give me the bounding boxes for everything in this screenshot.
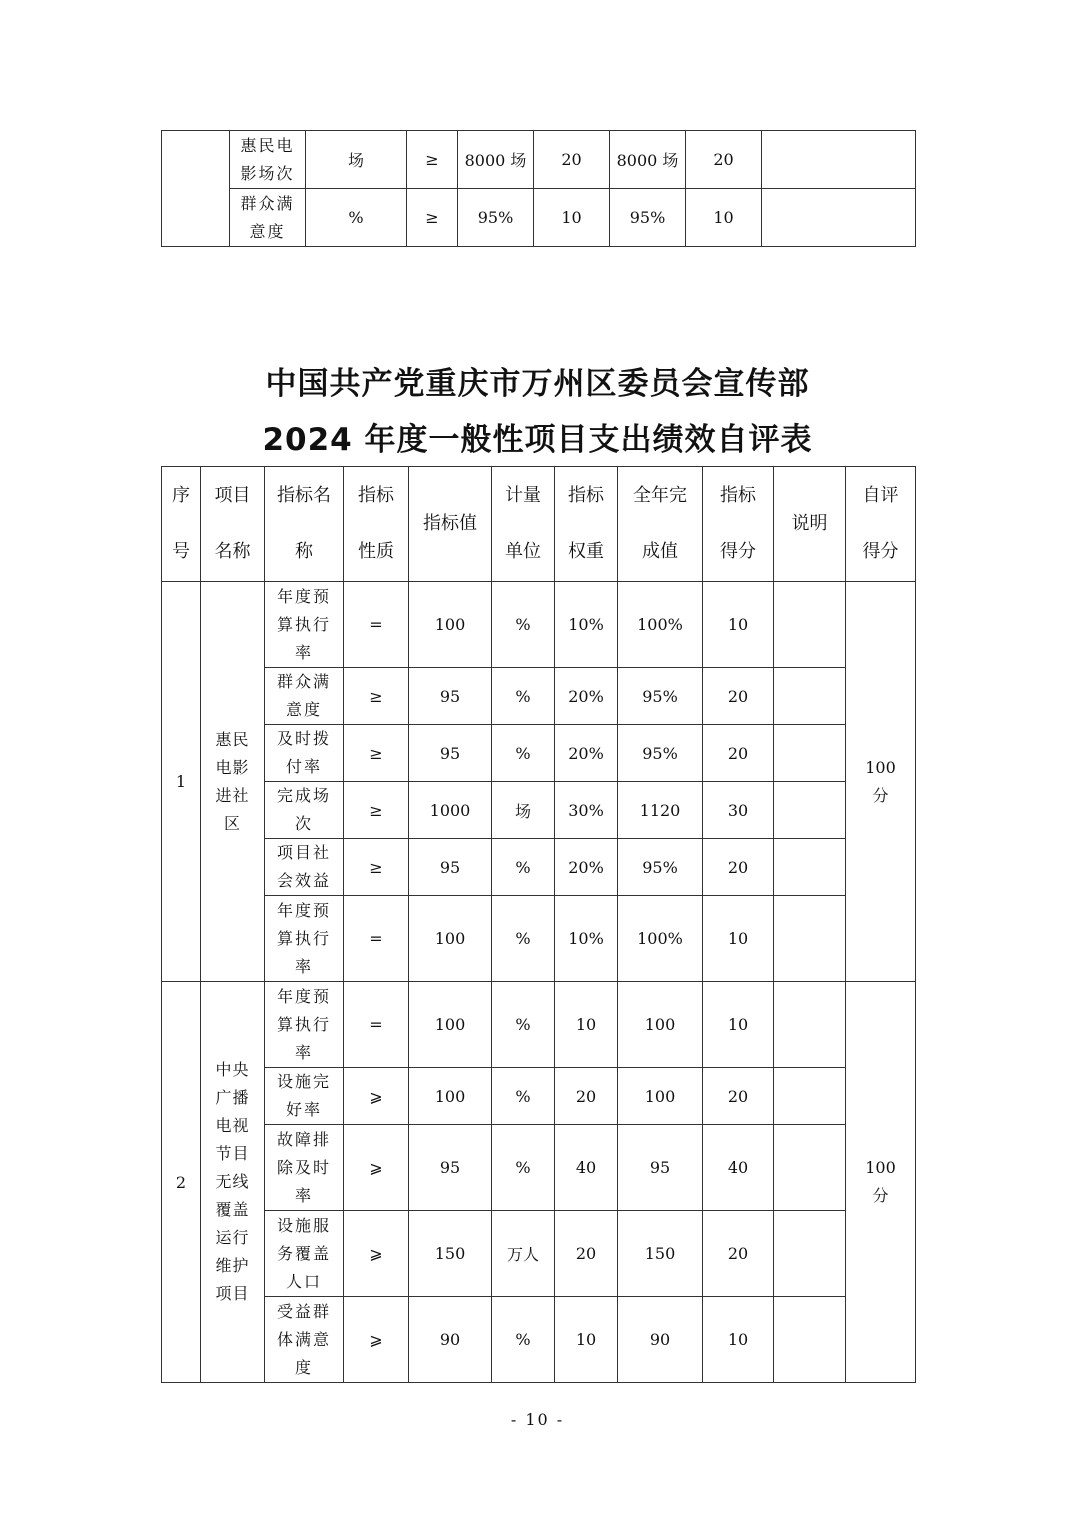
nature-cell: = bbox=[344, 982, 409, 1068]
indicator-name-cell: 年度预 算执行 率 bbox=[265, 896, 344, 982]
target-cell: 100 bbox=[409, 582, 492, 668]
weight-cell: 10 bbox=[534, 189, 610, 247]
actual-cell: 90 bbox=[618, 1297, 703, 1383]
note-cell bbox=[762, 131, 916, 189]
header-weight: 指标 权重 bbox=[555, 467, 618, 582]
header-target-value: 指标值 bbox=[409, 467, 492, 582]
indicator-name-cell: 群众满 意度 bbox=[265, 668, 344, 725]
score-cell: 30 bbox=[703, 782, 774, 839]
project-name-cell: 惠民 电影 进社 区 bbox=[201, 582, 265, 982]
self-score-cell: 100 分 bbox=[846, 582, 916, 982]
note-cell bbox=[774, 1297, 846, 1383]
weight-cell: 20 bbox=[555, 1211, 618, 1297]
unit-cell: 场 bbox=[492, 782, 555, 839]
unit-cell: % bbox=[492, 839, 555, 896]
unit-cell: % bbox=[492, 896, 555, 982]
nature-cell: ⩾ bbox=[344, 1068, 409, 1125]
actual-cell: 100 bbox=[618, 1068, 703, 1125]
weight-cell: 30% bbox=[555, 782, 618, 839]
unit-cell: % bbox=[306, 189, 407, 247]
nature-cell: ⩾ bbox=[344, 1125, 409, 1211]
indicator-name-cell: 群众满 意度 bbox=[230, 189, 306, 247]
seq-cell: 2 bbox=[162, 982, 201, 1383]
table-row bbox=[162, 668, 916, 725]
score-cell: 10 bbox=[703, 896, 774, 982]
score-cell: 10 bbox=[703, 982, 774, 1068]
seq-cell: 1 bbox=[162, 582, 201, 982]
unit-cell: % bbox=[492, 1068, 555, 1125]
note-cell bbox=[774, 725, 846, 782]
header-indicator-name: 指标名 称 bbox=[265, 467, 344, 582]
page-title: 中国共产党重庆市万州区委员会宣传部 bbox=[265, 366, 810, 402]
nature-cell: ≥ bbox=[344, 668, 409, 725]
note-cell bbox=[762, 189, 916, 247]
unit-cell: % bbox=[492, 1297, 555, 1383]
table-row bbox=[162, 131, 916, 189]
indicator-name-cell: 项目社 会效益 bbox=[265, 839, 344, 896]
indicator-name-cell: 受益群 体满意 度 bbox=[265, 1297, 344, 1383]
actual-cell: 95% bbox=[618, 668, 703, 725]
weight-cell: 40 bbox=[555, 1125, 618, 1211]
note-cell bbox=[774, 782, 846, 839]
page-number: - 10 - bbox=[510, 1410, 565, 1429]
unit-cell: 场 bbox=[306, 131, 407, 189]
nature-cell: ⩾ bbox=[344, 1297, 409, 1383]
note-cell bbox=[774, 982, 846, 1068]
note-cell bbox=[774, 668, 846, 725]
empty-cell bbox=[162, 131, 230, 247]
weight-cell: 20% bbox=[555, 725, 618, 782]
target-cell: 8000 场 bbox=[458, 131, 534, 189]
actual-cell: 8000 场 bbox=[610, 131, 686, 189]
score-cell: 10 bbox=[703, 582, 774, 668]
unit-cell: % bbox=[492, 668, 555, 725]
nature-cell: ≥ bbox=[407, 131, 458, 189]
table-row bbox=[162, 189, 916, 247]
table-row bbox=[162, 896, 916, 982]
actual-cell: 100% bbox=[618, 896, 703, 982]
actual-cell: 95% bbox=[610, 189, 686, 247]
header-project-name: 项目 名称 bbox=[201, 467, 265, 582]
table-row bbox=[162, 725, 916, 782]
header-actual-value: 全年完 成值 bbox=[618, 467, 703, 582]
table-row bbox=[162, 1211, 916, 1297]
weight-cell: 20% bbox=[555, 668, 618, 725]
target-cell: 100 bbox=[409, 982, 492, 1068]
score-cell: 20 bbox=[703, 668, 774, 725]
unit-cell: % bbox=[492, 1125, 555, 1211]
target-cell: 95% bbox=[458, 189, 534, 247]
indicator-name-cell: 设施完 好率 bbox=[265, 1068, 344, 1125]
nature-cell: ≥ bbox=[344, 725, 409, 782]
score-cell: 20 bbox=[703, 1068, 774, 1125]
header-self-score: 自评 得分 bbox=[846, 467, 916, 582]
nature-cell: = bbox=[344, 896, 409, 982]
weight-cell: 10 bbox=[555, 982, 618, 1068]
nature-cell: ≥ bbox=[344, 782, 409, 839]
target-cell: 95 bbox=[409, 725, 492, 782]
note-cell bbox=[774, 1068, 846, 1125]
indicator-name-cell: 年度预 算执行 率 bbox=[265, 982, 344, 1068]
actual-cell: 150 bbox=[618, 1211, 703, 1297]
table-row bbox=[162, 1297, 916, 1383]
target-cell: 1000 bbox=[409, 782, 492, 839]
target-cell: 95 bbox=[409, 668, 492, 725]
actual-cell: 95 bbox=[618, 1125, 703, 1211]
table-row bbox=[162, 582, 916, 668]
actual-cell: 100 bbox=[618, 982, 703, 1068]
table-row bbox=[162, 782, 916, 839]
note-cell bbox=[774, 896, 846, 982]
note-cell bbox=[774, 1211, 846, 1297]
header-indicator-nature: 指标 性质 bbox=[344, 467, 409, 582]
header-unit: 计量 单位 bbox=[492, 467, 555, 582]
nature-cell: ≥ bbox=[344, 839, 409, 896]
unit-cell: 万人 bbox=[492, 1211, 555, 1297]
score-cell: 20 bbox=[703, 725, 774, 782]
header-seq: 序 号 bbox=[162, 467, 201, 582]
unit-cell: % bbox=[492, 725, 555, 782]
target-cell: 100 bbox=[409, 1068, 492, 1125]
unit-cell: % bbox=[492, 582, 555, 668]
weight-cell: 10 bbox=[555, 1297, 618, 1383]
target-cell: 100 bbox=[409, 896, 492, 982]
target-cell: 95 bbox=[409, 1125, 492, 1211]
score-cell: 20 bbox=[703, 1211, 774, 1297]
nature-cell: = bbox=[344, 582, 409, 668]
actual-cell: 1120 bbox=[618, 782, 703, 839]
header-note: 说明 bbox=[774, 467, 846, 582]
weight-cell: 20 bbox=[534, 131, 610, 189]
table-row bbox=[162, 982, 916, 1068]
weight-cell: 20 bbox=[555, 1068, 618, 1125]
nature-cell: ⩾ bbox=[344, 1211, 409, 1297]
table-row bbox=[162, 839, 916, 896]
target-cell: 95 bbox=[409, 839, 492, 896]
score-cell: 20 bbox=[703, 839, 774, 896]
indicator-name-cell: 设施服 务覆盖 人口 bbox=[265, 1211, 344, 1297]
header-row bbox=[162, 467, 916, 582]
target-cell: 150 bbox=[409, 1211, 492, 1297]
page-subtitle: 2024 年度一般性项目支出绩效自评表 bbox=[262, 422, 813, 458]
weight-cell: 10% bbox=[555, 582, 618, 668]
table-row bbox=[162, 1125, 916, 1211]
self-score-cell: 100 分 bbox=[846, 982, 916, 1383]
continuation-table bbox=[161, 130, 916, 247]
score-cell: 20 bbox=[686, 131, 762, 189]
weight-cell: 10% bbox=[555, 896, 618, 982]
actual-cell: 95% bbox=[618, 839, 703, 896]
indicator-name-cell: 年度预 算执行 率 bbox=[265, 582, 344, 668]
header-indicator-score: 指标 得分 bbox=[703, 467, 774, 582]
actual-cell: 95% bbox=[618, 725, 703, 782]
indicator-name-cell: 故障排 除及时 率 bbox=[265, 1125, 344, 1211]
score-cell: 40 bbox=[703, 1125, 774, 1211]
unit-cell: % bbox=[492, 982, 555, 1068]
note-cell bbox=[774, 582, 846, 668]
note-cell bbox=[774, 839, 846, 896]
table-row bbox=[162, 1068, 916, 1125]
score-cell: 10 bbox=[703, 1297, 774, 1383]
score-cell: 10 bbox=[686, 189, 762, 247]
weight-cell: 20% bbox=[555, 839, 618, 896]
nature-cell: ≥ bbox=[407, 189, 458, 247]
evaluation-table bbox=[161, 466, 916, 1383]
actual-cell: 100% bbox=[618, 582, 703, 668]
indicator-name-cell: 完成场 次 bbox=[265, 782, 344, 839]
note-cell bbox=[774, 1125, 846, 1211]
indicator-name-cell: 惠民电 影场次 bbox=[230, 131, 306, 189]
project-name-cell: 中央 广播 电视 节目 无线 覆盖 运行 维护 项目 bbox=[201, 982, 265, 1383]
target-cell: 90 bbox=[409, 1297, 492, 1383]
indicator-name-cell: 及时拨 付率 bbox=[265, 725, 344, 782]
